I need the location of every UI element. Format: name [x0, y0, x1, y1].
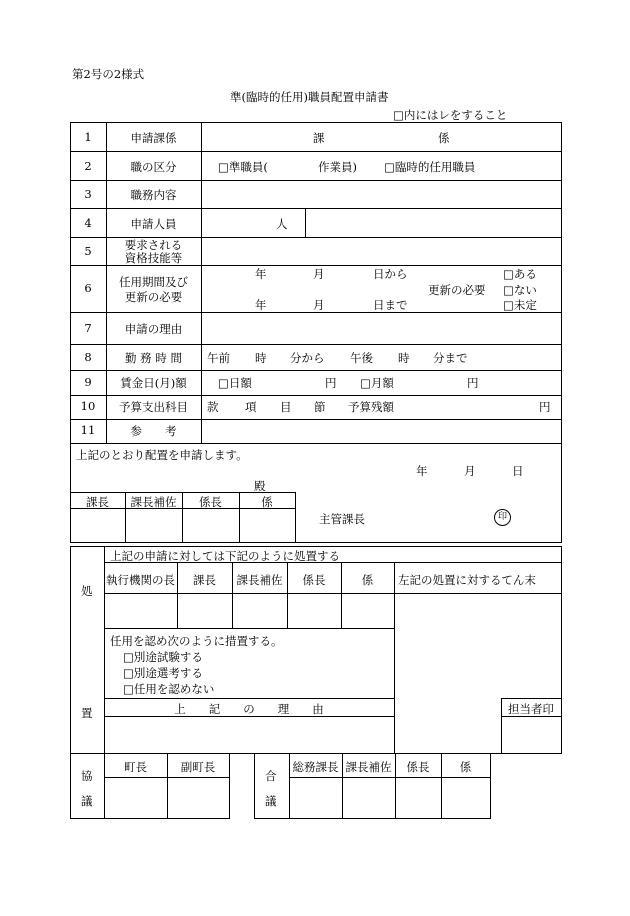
tanto-header: 担当者印 — [508, 702, 554, 716]
apply-year: 年 — [416, 464, 428, 478]
work-hour: 時 — [255, 351, 267, 365]
kyogi-header: 町長 — [124, 760, 147, 774]
disposal-side-bottom: 置 — [81, 706, 93, 720]
kyogi-side-bottom: 議 — [81, 794, 93, 808]
form-number: 第2号の2様式 — [72, 67, 145, 81]
work-hour: 時 — [398, 351, 410, 365]
wage-yen: 円 — [467, 376, 479, 390]
stamp-header: 係 — [261, 495, 273, 509]
work-to: 分まで — [433, 351, 468, 365]
row-label: 申請の理由 — [124, 322, 183, 336]
work-pm: 午後 — [350, 351, 373, 365]
job-option-part-time[interactable]: □準職員( — [218, 160, 268, 174]
disposal-option-exam[interactable]: □別途試験する — [123, 650, 203, 664]
row-number: 9 — [84, 375, 92, 389]
stamp-header: 課長補佐 — [130, 495, 177, 509]
wage-daily-option[interactable]: □日額 — [218, 376, 252, 390]
renewal-option-tbd[interactable]: □未定 — [503, 298, 537, 312]
section-kakari: 係 — [438, 131, 450, 145]
form-title: 準(臨時的任用)職員配置申請書 — [230, 90, 389, 104]
disposal-reason-header: 上 記 の 理 由 — [174, 702, 324, 716]
renewal-label: 更新の必要 — [428, 283, 486, 297]
kyogi-header: 副町長 — [180, 760, 216, 774]
wage-monthly-option[interactable]: □月額 — [360, 376, 394, 390]
disposal-option-deny[interactable]: □任用を認めない — [123, 682, 215, 696]
row-label: 参 考 — [130, 424, 177, 438]
disposal-header: 課長 — [193, 573, 216, 587]
row-number: 5 — [84, 244, 92, 258]
gogi-header: 係長 — [406, 760, 430, 774]
disposal-header: 執行機関の長 — [106, 573, 175, 587]
disposal-header: 課長補佐 — [236, 573, 283, 587]
period-year: 年 — [255, 267, 267, 281]
addressee-dono: 殿 — [254, 479, 266, 493]
section-ka: 課 — [313, 131, 325, 145]
row-number: 10 — [80, 399, 96, 413]
period-from: 日から — [373, 267, 408, 281]
row-number: 3 — [84, 187, 92, 201]
row-label: 申請課係 — [130, 131, 177, 145]
row-label: 更新の必要 — [124, 290, 183, 304]
work-am: 午前 — [207, 351, 230, 365]
stamp-header: 係長 — [199, 495, 222, 509]
gogi-header: 係 — [459, 760, 472, 774]
disposal-option-selection[interactable]: □別途選考する — [123, 666, 203, 680]
budget-moku: 目 — [280, 400, 292, 414]
gogi-header: 課長補佐 — [345, 760, 392, 774]
work-from: 分から — [290, 351, 325, 365]
kyogi-side-top: 協 — [81, 769, 93, 783]
check-note: □内にはレをすること — [393, 108, 508, 122]
period-year: 年 — [255, 298, 267, 312]
period-month: 月 — [313, 298, 325, 312]
apply-month: 月 — [464, 464, 476, 478]
row-label: 職の区分 — [130, 160, 177, 174]
gogi-side-top: 合 — [265, 769, 277, 783]
budget-setsu: 節 — [314, 400, 326, 414]
period-to: 日まで — [373, 298, 408, 312]
row-label: 要求される — [124, 238, 183, 252]
disposal-header: 係 — [361, 573, 374, 587]
disposal-side-top: 処 — [81, 584, 93, 598]
row-number: 7 — [84, 321, 92, 335]
row-number: 2 — [84, 159, 92, 173]
row-number: 6 — [84, 281, 92, 295]
row-label: 勤 務 時 間 — [125, 351, 182, 365]
job-option-temporary[interactable]: □臨時的任用職員 — [384, 160, 476, 174]
disposal-decision: 任用を認め次のように措置する。 — [110, 634, 283, 648]
gogi-header: 総務課長 — [292, 760, 339, 774]
gogi-side-bottom: 議 — [265, 794, 277, 808]
budget-balance: 予算残額 — [348, 400, 394, 414]
disposal-intro: 上記の申請に対しては下記のように処置する — [110, 549, 340, 563]
budget-yen: 円 — [539, 400, 551, 414]
apply-day: 日 — [512, 464, 524, 478]
seal-mark: 印 — [494, 509, 511, 526]
row-label: 賃金日(月)額 — [120, 376, 187, 390]
row-number: 8 — [84, 350, 92, 364]
row-label: 職務内容 — [130, 188, 177, 202]
headcount-unit: 人 — [276, 217, 288, 231]
row-label: 予算支出科目 — [119, 400, 188, 414]
renewal-option-yes[interactable]: □ある — [503, 267, 537, 281]
disposal-header: 係長 — [302, 573, 326, 587]
budget-kou: 項 — [245, 400, 257, 414]
chief-label: 主管課長 — [319, 512, 365, 526]
period-month: 月 — [313, 267, 325, 281]
row-label: 任用期間及び — [119, 275, 188, 289]
stamp-header: 課長 — [86, 495, 109, 509]
row-label: 資格技能等 — [124, 251, 183, 265]
row-label: 申請人員 — [130, 217, 177, 231]
row-number: 1 — [84, 130, 92, 144]
renewal-option-no[interactable]: □ない — [503, 283, 537, 297]
budget-kan: 款 — [207, 400, 219, 414]
wage-yen: 円 — [325, 376, 337, 390]
row-number: 4 — [84, 216, 92, 230]
apply-statement: 上記のとおり配置を申請します。 — [76, 448, 248, 462]
row-number: 11 — [80, 423, 96, 437]
job-option-worker: 作業員) — [318, 160, 357, 174]
disposal-right-header: 左記の処置に対するてん末 — [398, 573, 536, 587]
